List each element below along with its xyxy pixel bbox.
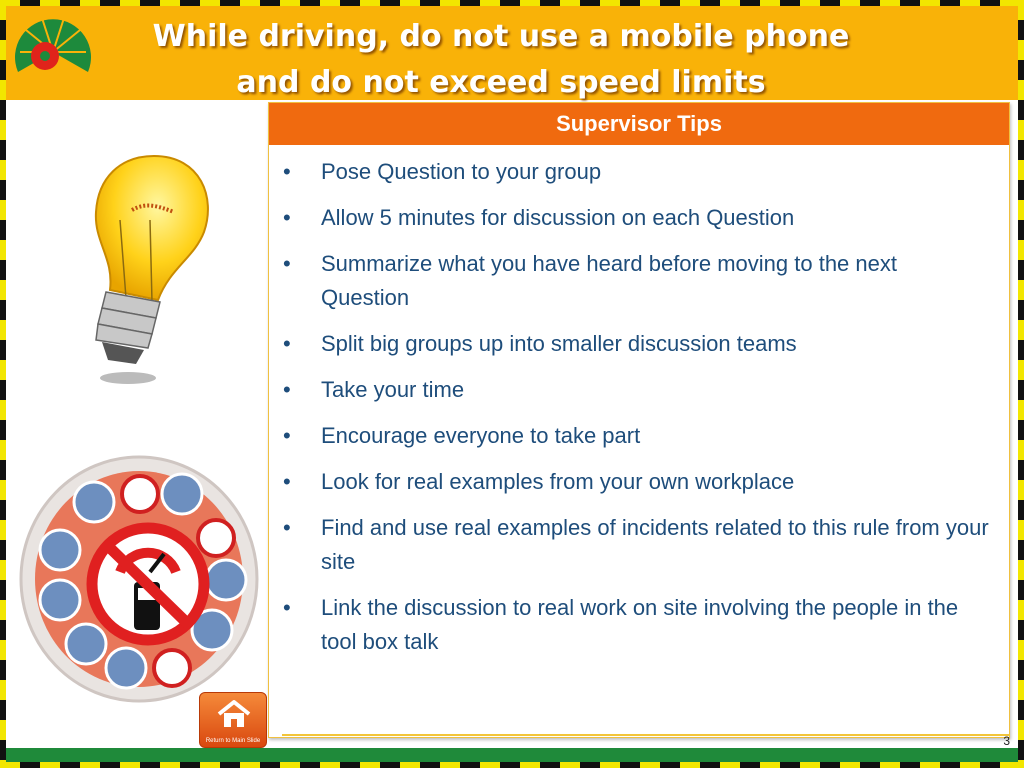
tips-list — [269, 145, 1009, 659]
home-button-label: Return to Main Slide — [205, 738, 261, 744]
list-item: • Encourage everyone to take part — [283, 423, 641, 448]
tip-text: Find and use real examples of incidents related to this rule from your site — [321, 515, 989, 574]
panel-heading: Supervisor Tips — [269, 103, 1009, 145]
return-to-main-slide-button[interactable] — [199, 692, 267, 748]
list-item: • Allow 5 minutes for discussion on each Question — [283, 205, 795, 230]
title-line-1: While driving, do not use a mobile phone — [152, 19, 850, 54]
tip-text: Split big groups up into smaller discussion teams — [321, 331, 797, 356]
tip-text: Encourage everyone to take part — [321, 423, 641, 448]
slide — [6, 6, 1018, 762]
list-item: • Pose Question to your group — [283, 159, 602, 184]
title-line-2: and do not exceed speed limits — [236, 65, 766, 100]
page-number: 3 — [1003, 734, 1010, 748]
list-item: • Take your time — [283, 377, 465, 402]
list-item: • Summarize what you have heard before moving to the next Question — [283, 251, 897, 310]
supervisor-tips-panel — [268, 102, 1010, 738]
list-item: • Find and use real examples of incidents related to this rule from your site — [283, 515, 989, 574]
page-title — [116, 14, 886, 106]
company-logo — [10, 12, 96, 90]
tip-text: Take your time — [321, 377, 465, 402]
home-icon — [216, 699, 252, 729]
tip-text: Summarize what you have heard before moving to the next Question — [321, 251, 897, 310]
tip-text: Pose Question to your group — [321, 159, 602, 184]
footer-bar — [6, 748, 1018, 762]
hazard-border-right — [1018, 0, 1024, 768]
tip-text: Allow 5 minutes for discussion on each Question — [321, 205, 795, 230]
light-bulb-icon — [66, 150, 216, 386]
header-bar — [6, 6, 1018, 100]
tip-text: Look for real examples from your own workplace — [321, 469, 795, 494]
list-item: • Split big groups up into smaller discussion teams — [283, 331, 797, 356]
list-item: • Look for real examples from your own workplace — [283, 469, 795, 494]
hazard-border-bottom — [0, 762, 1024, 768]
footer-divider — [282, 734, 1010, 736]
tip-text: Link the discussion to real work on site involving the people in the tool box talk — [321, 595, 959, 654]
no-phone-speed-icon — [16, 454, 262, 704]
list-item: • Link the discussion to real work on site involving the people in the tool box talk — [283, 595, 959, 654]
